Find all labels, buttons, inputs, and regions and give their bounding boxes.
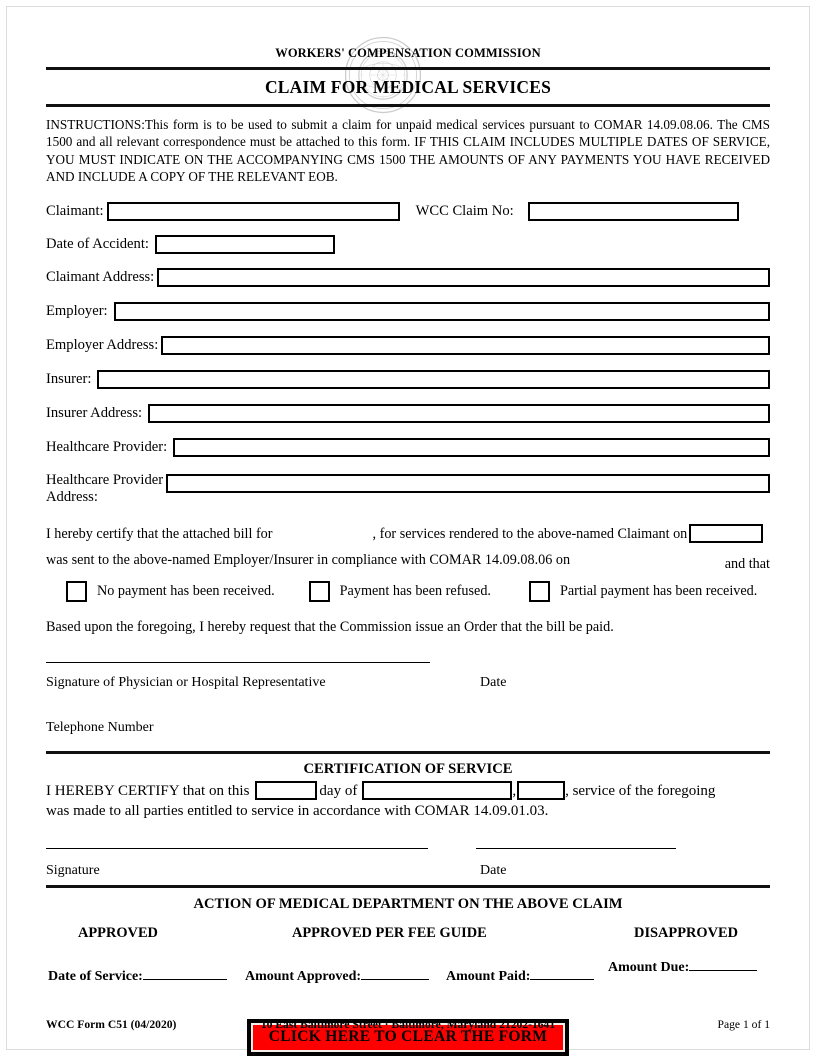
healthcare-provider-address-label-line1: Healthcare Provider	[46, 471, 164, 488]
amount-approved-group	[245, 969, 429, 985]
insurer-input[interactable]	[97, 370, 770, 389]
form-fields	[46, 186, 770, 506]
action-of-medical-department-section	[46, 888, 770, 999]
certification-of-service-title: CERTIFICATION OF SERVICE	[303, 760, 513, 777]
cos-day-input[interactable]	[255, 781, 317, 800]
row-insurer	[46, 370, 770, 389]
cos-pre-text: I HEREBY CERTIFY that on this	[46, 782, 250, 799]
row-date-of-accident	[46, 235, 770, 254]
approved-per-fee-guide-label[interactable]: APPROVED PER FEE GUIDE	[292, 924, 487, 941]
approved-label[interactable]: APPROVED	[78, 924, 158, 941]
cos-comma: ,	[512, 782, 517, 799]
payment-status-checkboxes	[46, 581, 770, 602]
claimant-address-input[interactable]	[157, 268, 770, 287]
instructions-text: INSTRUCTIONS:This form is to be used to submit a claim for unpaid medical services pursuant to COMAR 14.09.08.06. The CMS 1500 and all relevant correspondence must be attached to this form. IF THIS CLAIM INCLUDES MULTIPLE DATES OF SERVICE, YOU MUST INDICATE ON THE ACCOMPANYING CMS 1500 THE AMOUNTS OF ANY PAYMENTS YOU HAVE RECEIVED AND INCLUDE A COPY OF THE RELEVANT EOB.	[46, 117, 770, 185]
date-of-service-group	[48, 969, 227, 985]
certify-line1-mid: , for services rendered to the above-named Claimant on	[372, 525, 688, 542]
page-footer	[46, 1018, 770, 1034]
certification-of-service-line-1	[46, 778, 770, 800]
amount-due-input[interactable]	[689, 970, 757, 971]
physician-signature-line-wrap	[46, 662, 770, 670]
checkbox-no-payment-label: No payment has been received.	[97, 583, 275, 600]
checkbox-partial-payment[interactable]	[529, 581, 550, 602]
cos-day-of-text: day of	[319, 782, 358, 799]
amount-approved-input[interactable]	[361, 979, 429, 980]
healthcare-provider-address-label-line2: Address:	[46, 488, 98, 505]
row-insurer-address	[46, 404, 770, 423]
cos-date-label: Date	[480, 862, 507, 878]
physician-signature-line[interactable]	[46, 662, 430, 663]
checkbox-payment-refused[interactable]	[309, 581, 330, 602]
date-of-accident-label: Date of Accident:	[46, 235, 149, 252]
healthcare-provider-input[interactable]	[173, 438, 770, 457]
cos-signature-labels	[46, 858, 770, 885]
physician-signature-label: Signature of Physician or Hospital Representative	[46, 674, 326, 690]
employer-address-label: Employer Address:	[46, 336, 159, 353]
row-healthcare-provider	[46, 438, 770, 457]
cos-signature-label: Signature	[46, 862, 100, 878]
insurer-label: Insurer:	[46, 370, 92, 387]
certification-paragraph	[46, 506, 770, 636]
checkbox-no-payment[interactable]	[66, 581, 87, 602]
employer-input[interactable]	[114, 302, 770, 321]
row-employer	[46, 302, 770, 321]
clear-form-button[interactable]: CLICK HERE TO CLEAR THE FORM	[251, 1023, 565, 1052]
cos-month-input[interactable]	[362, 781, 512, 800]
physician-date-label: Date	[480, 674, 507, 690]
checkbox-partial-payment-label: Partial payment has been received.	[559, 583, 758, 600]
checkbox-payment-refused-label: Payment has been refused.	[339, 583, 491, 600]
cos-post-text: , service of the foregoing	[565, 782, 716, 799]
amount-paid-input[interactable]	[530, 979, 594, 980]
claimant-address-label: Claimant Address:	[46, 268, 155, 285]
cos-year-input[interactable]	[517, 781, 565, 800]
healthcare-provider-address-input[interactable]	[166, 474, 770, 493]
wcc-claim-no-label: WCC Claim No:	[415, 202, 514, 219]
row-claimant-address	[46, 268, 770, 287]
action-decision-row	[46, 913, 770, 949]
based-upon-text: Based upon the foregoing, I hereby request that the Commission issue an Order that the bill be paid.	[46, 618, 614, 635]
certify-line-2	[46, 551, 770, 572]
amount-due-group	[608, 960, 757, 976]
healthcare-provider-address-label	[46, 472, 163, 506]
amount-due-label: Amount Due:	[608, 959, 690, 975]
wcc-claim-no-input[interactable]	[528, 202, 739, 221]
footer-address: 10 East Baltimore Street · Baltimore, Maryland 21202-1641	[260, 1018, 556, 1031]
cos-date-line[interactable]	[476, 848, 676, 849]
healthcare-provider-label: Healthcare Provider:	[46, 438, 168, 455]
claimant-input[interactable]	[107, 202, 400, 221]
insurer-address-input[interactable]	[148, 404, 770, 423]
disapproved-label[interactable]: DISAPPROVED	[634, 924, 738, 941]
row-healthcare-provider-address	[46, 472, 770, 506]
action-section-title: ACTION OF MEDICAL DEPARTMENT ON THE ABOVE CLAIM	[193, 895, 623, 912]
cos-signature-lines	[46, 848, 770, 858]
amount-approved-label: Amount Approved:	[245, 968, 362, 984]
certify-line1-pre: I hereby certify that the attached bill for	[46, 525, 273, 542]
amount-paid-group	[446, 969, 594, 985]
certify-line-1	[46, 524, 770, 543]
organization-title: WORKERS' COMPENSATION COMMISSION	[275, 46, 541, 60]
insurer-address-label: Insurer Address:	[46, 404, 143, 421]
physician-signature-block	[46, 636, 770, 736]
footer-form-id: WCC Form C51 (04/2020)	[46, 1018, 177, 1031]
certification-of-service-line-2: was made to all parties entitled to service in accordance with COMAR 14.09.01.03.	[46, 802, 549, 819]
service-date-input[interactable]	[689, 524, 763, 543]
employer-label: Employer:	[46, 302, 108, 319]
page-title: CLAIM FOR MEDICAL SERVICES	[264, 77, 552, 97]
employer-address-input[interactable]	[161, 336, 770, 355]
telephone-number-label: Telephone Number	[46, 719, 154, 735]
amount-paid-label: Amount Paid:	[446, 968, 531, 984]
certification-of-service-section	[46, 754, 770, 885]
certify-line2-text: was sent to the above-named Employer/Insurer in compliance with COMAR 14.09.08.06 on	[46, 551, 571, 568]
cos-signature-line[interactable]	[46, 848, 428, 849]
row-employer-address	[46, 336, 770, 355]
and-that-text: and that	[724, 555, 770, 572]
date-of-service-input[interactable]	[143, 979, 227, 980]
footer-page-number: Page 1 of 1	[717, 1018, 770, 1031]
date-of-service-label: Date of Service:	[48, 968, 143, 984]
physician-signature-labels	[46, 670, 770, 695]
row-claimant	[46, 202, 770, 221]
amounts-row	[46, 949, 770, 999]
document-content	[46, 0, 770, 1052]
date-of-accident-input[interactable]	[155, 235, 335, 254]
claimant-label: Claimant:	[46, 202, 104, 219]
